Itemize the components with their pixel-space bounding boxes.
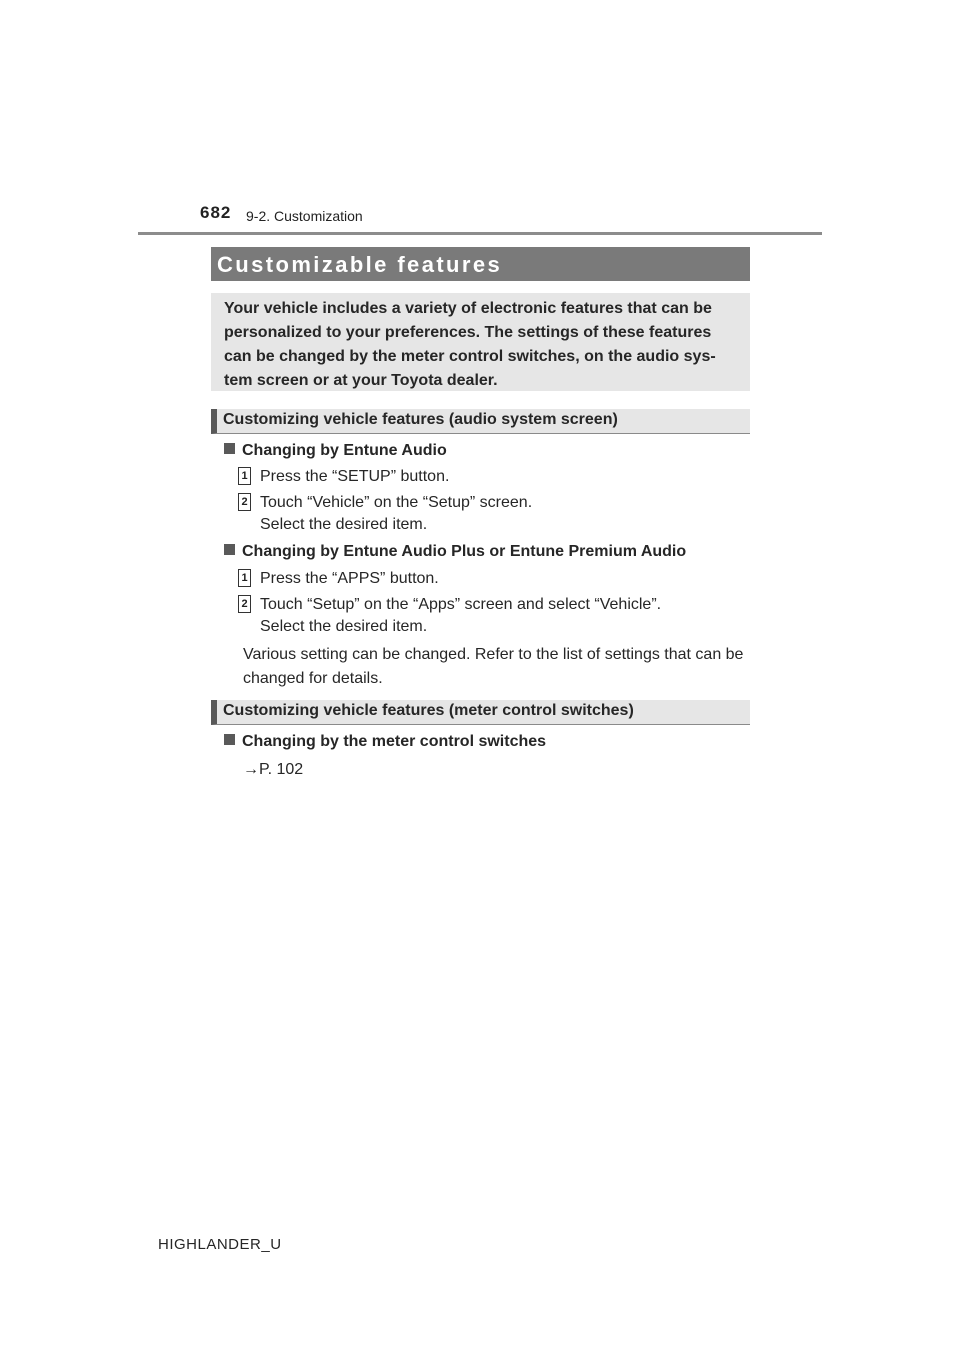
step-number-badge: 1	[238, 467, 251, 485]
section-heading-meter: Customizing vehicle features (meter control switches)	[211, 700, 750, 725]
step-number-badge: 2	[238, 595, 251, 613]
step-text: Touch “Vehicle” on the “Setup” screen.	[260, 494, 533, 511]
step-number-badge: 1	[238, 569, 251, 587]
step-text: Touch “Setup” on the “Apps” screen and select “Vehicle”.	[260, 596, 662, 613]
settings-note: Various setting can be changed. Refer to the list of settings that can be changed for details.	[243, 646, 744, 687]
square-bullet-icon	[224, 544, 235, 555]
page-number: 682	[200, 203, 232, 222]
step-text: Press the “APPS” button.	[260, 570, 439, 587]
bullet-heading-text: Changing by Entune Audio Plus or Entune Premium Audio	[242, 543, 687, 560]
section-heading-audio: Customizing vehicle features (audio system screen)	[211, 409, 750, 434]
bullet-heading-entune-plus	[224, 543, 686, 561]
header-divider	[138, 232, 822, 235]
page-title: Customizable features	[211, 247, 750, 281]
bullet-heading-text: Changing by Entune Audio	[242, 442, 447, 459]
step-followup-text: Select the desired item.	[260, 618, 428, 635]
bullet-heading-text: Changing by the meter control switches	[242, 733, 547, 750]
step-text: Press the “SETUP” button.	[260, 468, 450, 485]
footer-model-code: HIGHLANDER_U	[158, 1236, 282, 1253]
bullet-heading-meter-switches	[224, 733, 546, 751]
intro-text: Your vehicle includes a variety of electronic features that can be personalized to your preferences. The settings of these features can be changed by the meter control switches, on the audio sys-tem screen or at your Toyota dealer.	[224, 300, 716, 389]
bullet-heading-entune-audio	[224, 442, 447, 460]
square-bullet-icon	[224, 734, 235, 745]
square-bullet-icon	[224, 443, 235, 454]
section-breadcrumb: 9-2. Customization	[246, 208, 363, 224]
step-number-badge: 2	[238, 493, 251, 511]
intro-box	[211, 293, 750, 391]
page-reference-link[interactable]: →P. 102	[243, 761, 304, 778]
step-followup-text: Select the desired item.	[260, 516, 428, 533]
